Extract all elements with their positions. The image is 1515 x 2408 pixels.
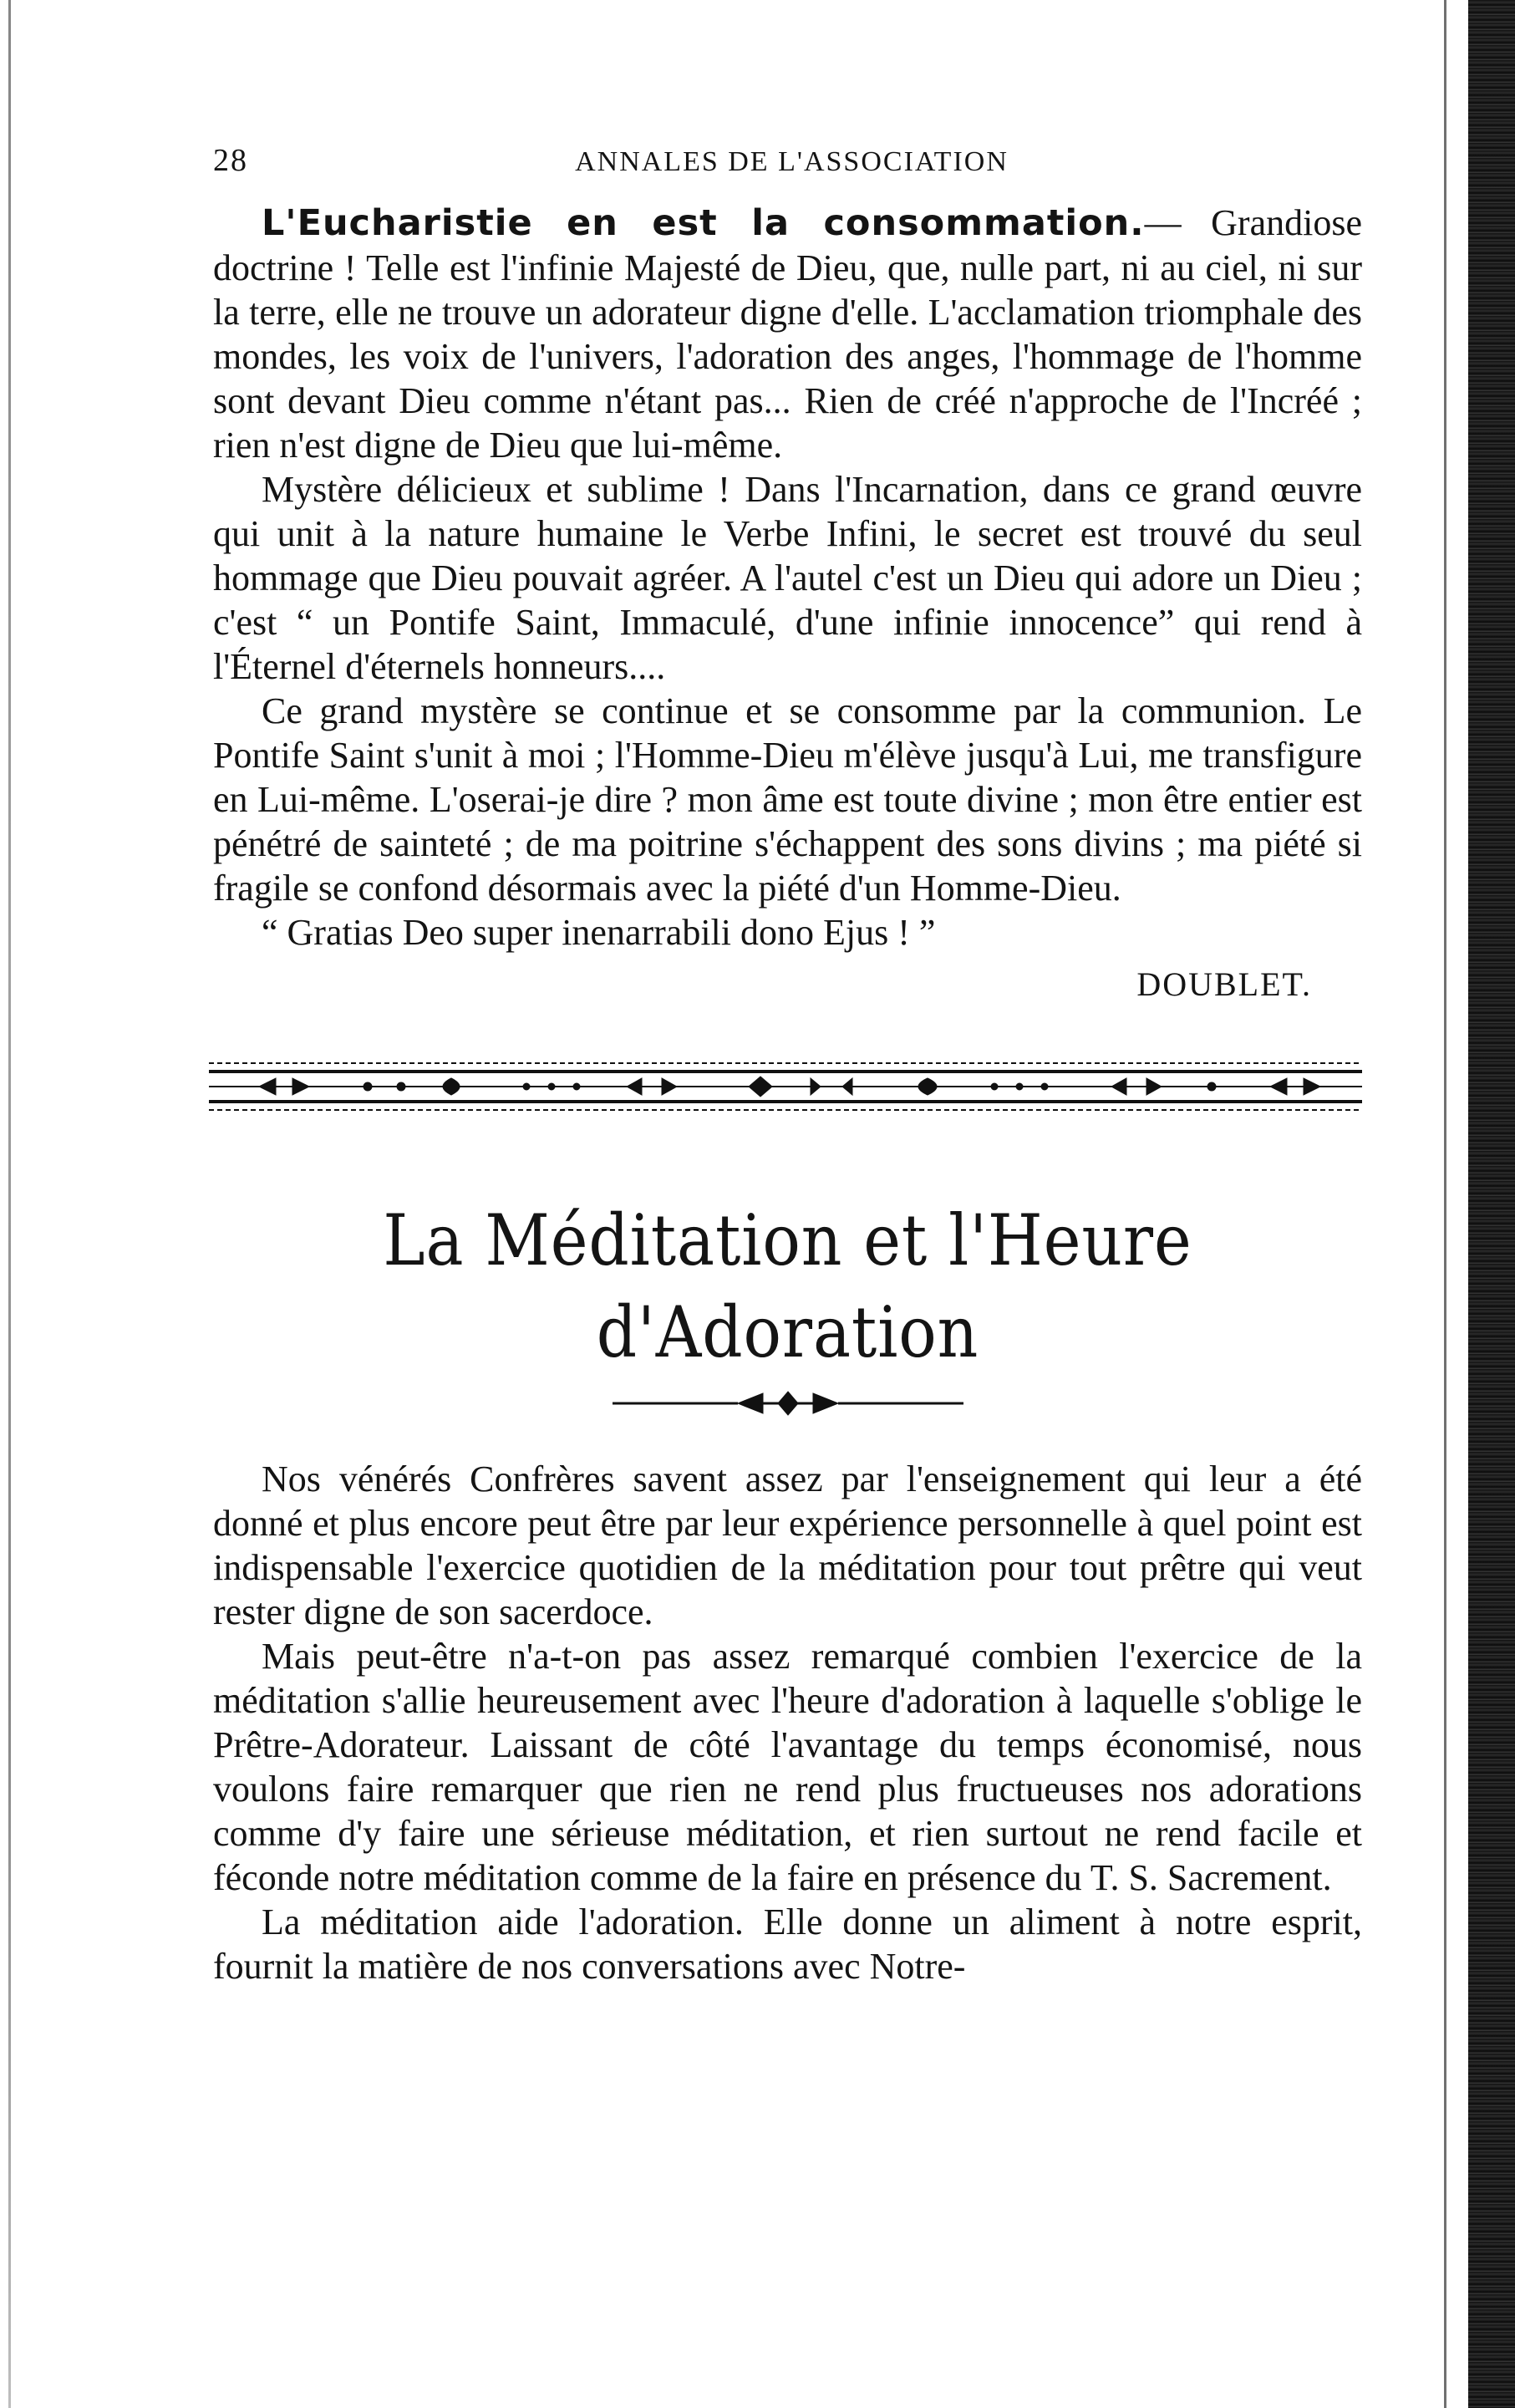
page-edge-right xyxy=(1468,0,1515,2408)
article-meditation xyxy=(213,1457,1362,1988)
author-signature: DOUBLET. xyxy=(1136,965,1312,1003)
paragraph: La méditation aide l'adoration. Elle donne un aliment à notre esprit, fournit la matière de nos conversations avec Notre- xyxy=(213,1901,1362,1987)
paragraph: Ce grand mystère se continue et se consomme par la communion. Le Pontife Saint s'unit à moi ; l'Homme-Dieu m'élève jusqu'à Lui, me transfigure en Lui-même. L'oserai-je dire ? mon âme est toute divine ; mon être entier est pénétré de sainteté ; de ma poitrine s'échappent des sons divins ; ma piété si fragile se confond désormais avec la piété d'un Homme-Dieu. xyxy=(213,690,1362,909)
paragraph xyxy=(213,201,1362,467)
paragraph: Mystère délicieux et sublime ! Dans l'Incarnation, dans ce grand œuvre qui unit à la nature humaine le Verbe Infini, le secret est trouvé du seul hommage que Dieu pouvait agréer. A l'autel c'est un Dieu qui adore un Dieu ; c'est “ un Pontife Saint, Immaculé, d'une infinie innocence” qui rend à l'Éternel d'éternels honneurs.... xyxy=(213,469,1362,687)
paragraph-text: — Grandiose doctrine ! Telle est l'infinie Majesté de Dieu, que, nulle part, ni au ciel, ni sur la terre, elle ne trouve un adorateur digne d'elle. L'acclamation triomphale des mondes, les voix de l'univers, l'adoration des anges, l'hommage de l'homme sont devant Dieu comme n'étant pas... Rien de créé n'approche de l'Incréé ; rien n'est digne de Dieu que lui-même. xyxy=(213,202,1362,466)
paragraph: “ Gratias Deo super inenarrabili dono Ejus ! ” xyxy=(262,912,936,953)
section-title: La Méditation et l'Heure d'Adoration xyxy=(383,1199,1192,1373)
flourish-ornament xyxy=(613,1388,963,1418)
paragraph: Nos vénérés Confrères savent assez par l'enseignement qui leur a été donné et plus encore peut être par leur expérience personnelle à quel point est indispensable l'exercice quotidien de la méditation pour tout prêtre qui veut rester digne de son sacerdoce. xyxy=(213,1459,1362,1632)
running-header xyxy=(213,142,1362,201)
ornament-rule xyxy=(209,1060,1362,1113)
page-gutter-line xyxy=(1444,0,1446,2408)
page-edge-left xyxy=(8,0,11,2408)
page-content xyxy=(213,142,1362,1988)
article-eucharistie xyxy=(213,201,1362,955)
running-title: ANNALES DE L'ASSOCIATION xyxy=(575,146,1009,177)
paragraph: Mais peut-être n'a-t-on pas assez remarqué combien l'exercice de la méditation s'allie heureusement avec l'heure d'adoration à laquelle s'oblige le Prêtre-Adorateur. Laissant de côté l'avantage du temps économisé, nous voulons faire remarquer que rien ne rend plus fructueuses nos adorations comme d'y faire une sérieuse méditation, et rien surtout ne rend facile et féconde notre méditation comme de la faire en présence du T. S. Sacrement. xyxy=(213,1636,1362,1898)
page-number: 28 xyxy=(213,143,248,178)
lead-phrase: L'Eucharistie en est la consommation. xyxy=(262,202,1145,244)
